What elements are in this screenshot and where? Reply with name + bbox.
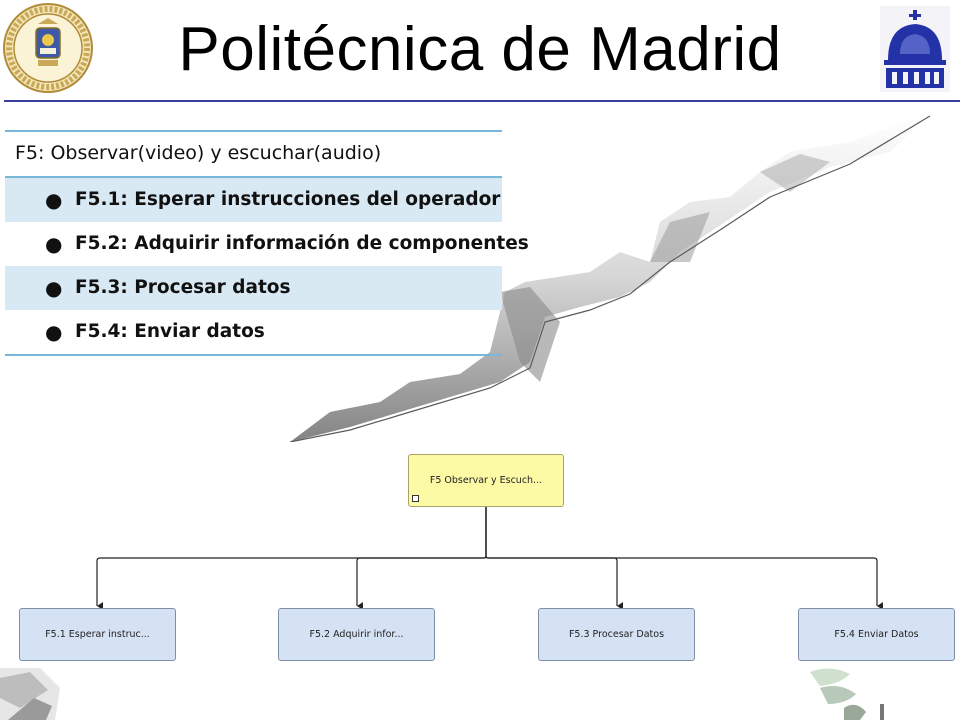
dome-building-icon (880, 6, 950, 92)
list-item-label: F5.3: Procesar datos (75, 277, 291, 298)
node-label: F5.4 Enviar Datos (834, 629, 919, 640)
table-header: F5: Observar(video) y escuchar(audio) (15, 142, 382, 164)
node-label: F5.1 Esperar instruc... (45, 629, 150, 640)
title-underline (4, 100, 960, 102)
page-title: Politécnica de Madrid (178, 15, 782, 84)
diagram-node-f5-1[interactable] (19, 608, 176, 661)
list-item-label: F5.4: Enviar datos (75, 321, 265, 342)
bullet-icon: ● (45, 188, 63, 212)
diagram-node-f5-2[interactable] (278, 608, 435, 661)
list-item-label: F5.2: Adquirir información de componentes (75, 233, 529, 254)
decorative-fragment (800, 664, 900, 720)
title-accent-letter: é (301, 15, 337, 84)
table-bottom-rule (5, 354, 502, 356)
list-item (5, 222, 529, 266)
list-item (5, 266, 502, 310)
corner-decoration (0, 668, 60, 720)
node-label: F5.3 Procesar Datos (568, 629, 665, 640)
collapse-handle-icon[interactable] (412, 495, 419, 502)
bullet-icon: ● (45, 276, 63, 300)
bullet-icon: ● (45, 232, 63, 256)
node-label: F5 Observar y Escuch... (429, 475, 543, 486)
node-label: F5.2 Adquirir infor... (309, 629, 404, 640)
diagram-node-f5-3[interactable] (538, 608, 695, 661)
requirements-table (5, 130, 529, 356)
list-item-label: F5.1: Esperar instrucciones del operador (75, 189, 501, 210)
list-item (5, 310, 502, 354)
list-item (5, 178, 502, 222)
diagram-node-root[interactable] (408, 454, 564, 507)
bullet-icon: ● (45, 320, 63, 344)
diagram-node-f5-4[interactable] (798, 608, 955, 661)
